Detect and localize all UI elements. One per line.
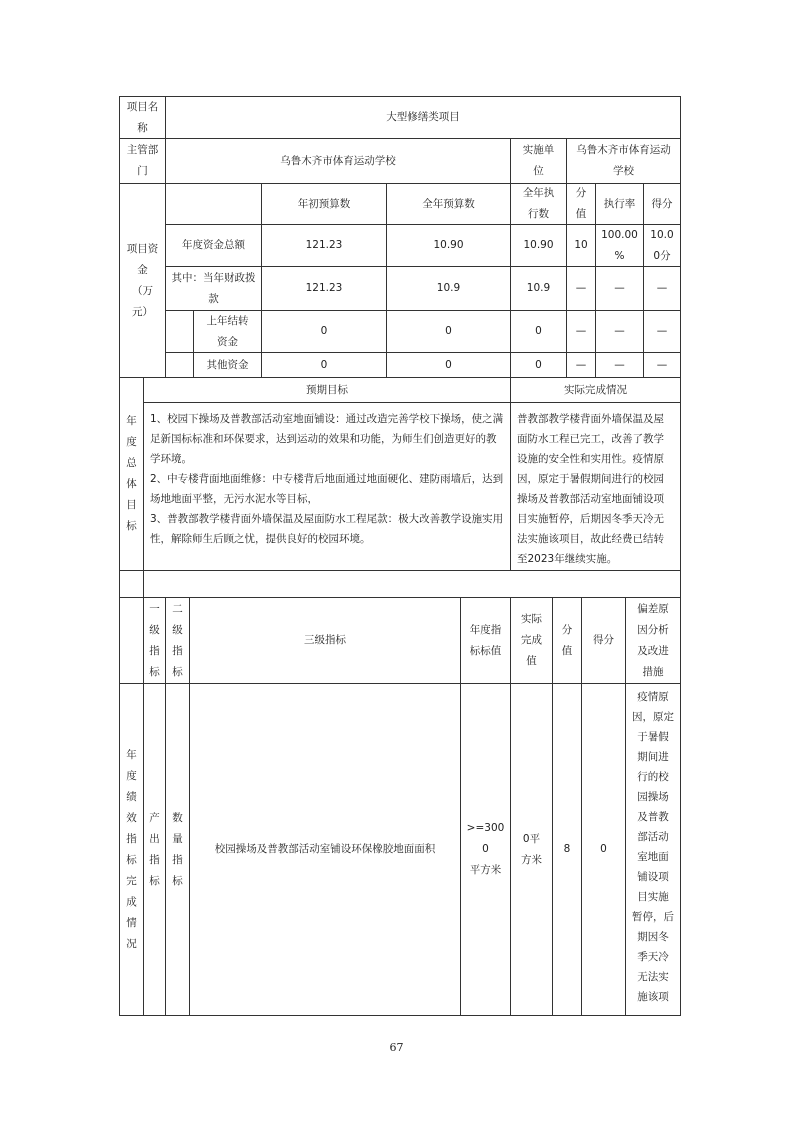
funds-row-indent	[165, 352, 194, 378]
perf-blank-cell	[119, 597, 144, 684]
funds-row-annual: 0	[386, 352, 511, 378]
empty-cell	[119, 570, 144, 598]
actual-completion-header: 实际完成情况	[510, 377, 681, 403]
implementer-value: 乌鲁木齐市体育运动 学校	[566, 138, 681, 184]
perf-target-value: >=3000 平方米	[460, 683, 511, 1016]
funds-row-score-value: —	[566, 266, 596, 311]
expected-goal-item: 3、普教部教学楼背面外墙保温及屋面防水工程尾款：极大改善教学设施实用性，解除师生后顾之忧，提供良好的校园环境。	[150, 513, 504, 545]
funds-row-initial: 121.23	[261, 266, 387, 311]
perf-level3-value: 校园操场及普教部活动室铺设环保橡胶地面面积	[189, 683, 461, 1016]
funds-row-rate: —	[595, 352, 644, 378]
funds-row-score-value: —	[566, 310, 596, 353]
funds-row-initial: 0	[261, 352, 387, 378]
funds-row-rate: —	[595, 310, 644, 353]
funds-row-initial: 121.23	[261, 224, 387, 267]
perf-header-level3: 三级指标	[189, 597, 461, 684]
funds-header-score-value: 分 值	[566, 183, 596, 225]
perf-actual-value: 0平 方米	[510, 683, 553, 1016]
perf-level1-value: 产 出 指 标	[143, 683, 166, 1016]
funds-row-indent	[165, 310, 194, 353]
perf-level2-value: 数 量 指 标	[165, 683, 190, 1016]
expected-goals-text	[143, 402, 511, 571]
funds-row-name: 其他资金	[193, 352, 262, 378]
funds-row-name: 其中：当年财政拨 款	[165, 266, 262, 311]
project-name-label: 项目名 称	[119, 96, 166, 139]
funds-header-annual: 全年预算数	[386, 183, 511, 225]
funds-row-annual: 10.90	[386, 224, 511, 267]
perf-header-deviation: 偏差原 因分析 及改进 措施	[625, 597, 681, 684]
perf-score: 0	[581, 683, 626, 1016]
funds-row-executed: 10.90	[510, 224, 567, 267]
funds-row-executed: 10.9	[510, 266, 567, 311]
funds-row-score: —	[643, 266, 681, 311]
project-name-value: 大型修缮类项目	[165, 96, 681, 139]
department-label: 主管部 门	[119, 138, 166, 184]
perf-header-score: 得分	[581, 597, 626, 684]
department-value: 乌鲁木齐市体育运动学校	[165, 138, 511, 184]
expected-goals-header: 预期目标	[143, 377, 511, 403]
perf-header-level1: 一 级 指 标	[143, 597, 166, 684]
funds-row-initial: 0	[261, 310, 387, 353]
page-number: 67	[389, 1041, 404, 1054]
funds-header-blank	[165, 183, 262, 225]
funds-header-initial: 年初预算数	[261, 183, 387, 225]
empty-cell	[143, 570, 681, 598]
funds-row-rate: —	[595, 266, 644, 311]
funds-row-score-value: 10	[566, 224, 596, 267]
funds-header-rate: 执行率	[595, 183, 644, 225]
perf-score-value: 8	[552, 683, 582, 1016]
actual-completion-text: 普教部教学楼背面外墙保温及屋面防水工程已完工，改善了教学设施的安全性和实用性。疫情原因，原定于暑假期间进行的校园操场及普教部活动室地面铺设项目实施暂停，后期因冬季天冷无法实施该项目，故此经费已结转至2023年继续实施。	[510, 402, 681, 571]
perf-deviation-value: 疫情原 因，原定 于暑假 期间进 行的校 园操场 及普教 部活动 室地面 铺设项 目实施 暂停，后 期因冬 季天冷 无法实 施该项	[625, 683, 681, 1016]
funds-row-score: —	[643, 310, 681, 353]
funds-header-executed: 全年执 行数	[510, 183, 567, 225]
funds-row-annual: 10.9	[386, 266, 511, 311]
expected-goal-item: 2、中专楼背面地面维修：中专楼背后地面通过地面硬化、建防雨墙后，达到场地地面平整，无污水泥水等目标，	[150, 473, 504, 505]
funds-row-score-value: —	[566, 352, 596, 378]
goals-label: 年 度 总 体 目 标	[119, 377, 144, 571]
funds-row-name: 年度资金总额	[165, 224, 262, 267]
funds-row-executed: 0	[510, 310, 567, 353]
funds-row-name: 上年结转 资金	[193, 310, 262, 353]
perf-header-score-value: 分 值	[552, 597, 582, 684]
funds-label: 项目资 金 （万 元）	[119, 183, 166, 378]
perf-label: 年 度 绩 效 指 标 完 成 情 况	[119, 683, 144, 1016]
perf-header-target: 年度指 标标值	[460, 597, 511, 684]
funds-row-score: 10.0 0分	[643, 224, 681, 267]
funds-row-score: —	[643, 352, 681, 378]
funds-row-annual: 0	[386, 310, 511, 353]
funds-header-score: 得分	[643, 183, 681, 225]
expected-goal-item: 1、校园下操场及普教部活动室地面铺设：通过改造完善学校下操场，使之满足新国标标准和环保要求，达到运动的效果和功能，为师生们创造更好的教学环境。	[150, 413, 504, 465]
implementer-label: 实施单 位	[510, 138, 567, 184]
perf-header-level2: 二 级 指 标	[165, 597, 190, 684]
perf-header-actual: 实际 完成 值	[510, 597, 553, 684]
funds-row-rate: 100.00 %	[595, 224, 644, 267]
funds-row-executed: 0	[510, 352, 567, 378]
